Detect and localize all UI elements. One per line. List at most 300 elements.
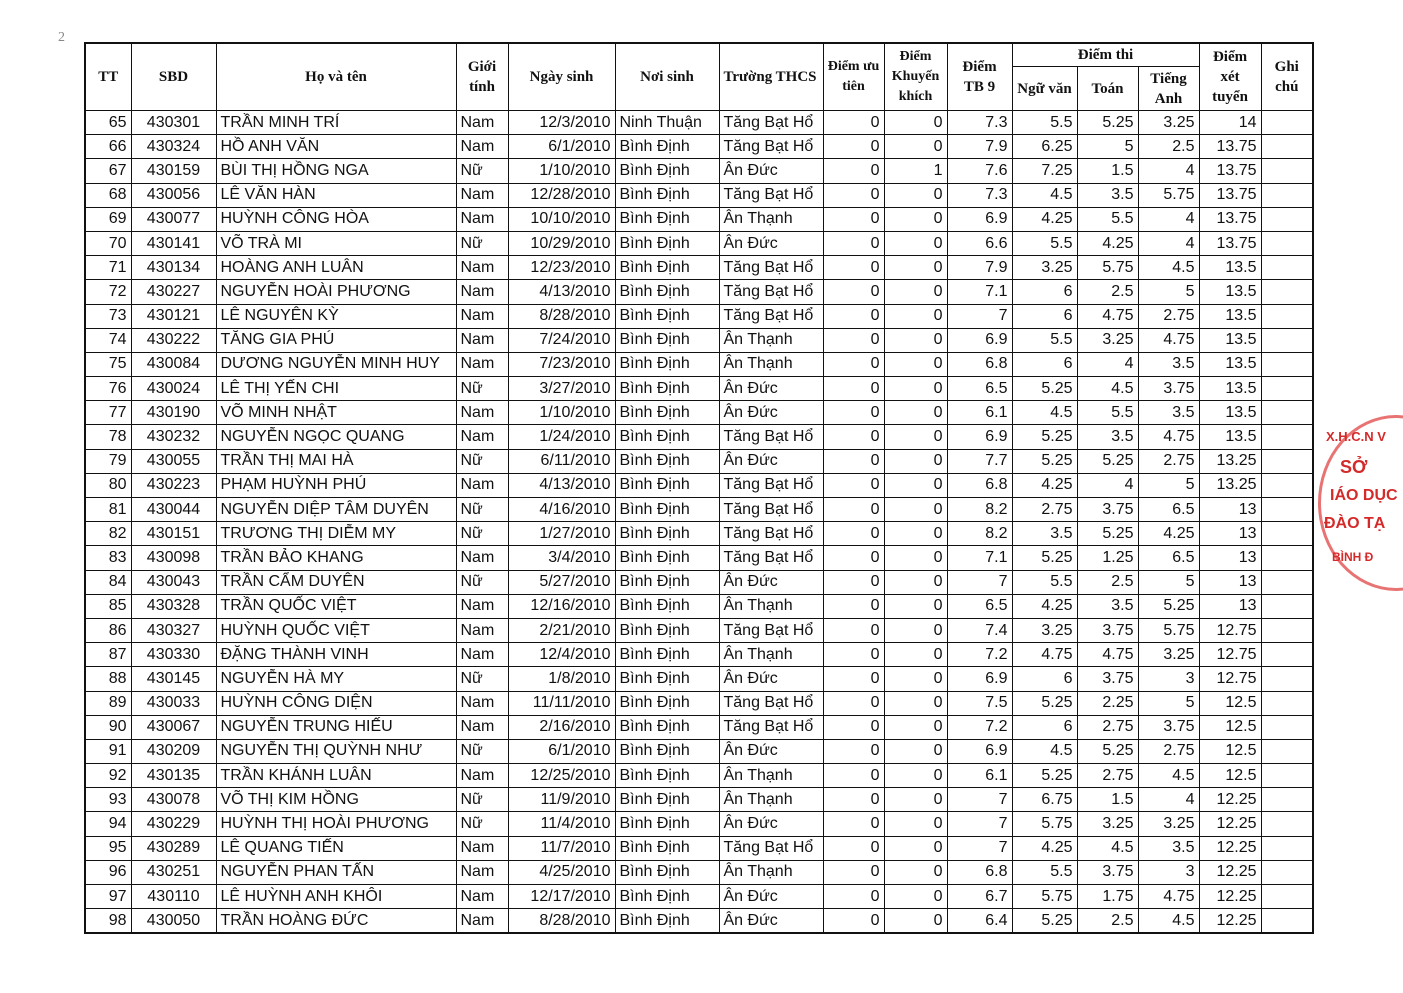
cell-dob: 1/24/2010 [508,425,615,449]
cell-avg: 6.8 [947,352,1012,376]
cell-english: 4.25 [1138,522,1199,546]
cell-avg: 7.3 [947,111,1012,135]
cell-total: 12.5 [1199,691,1261,715]
cell-note [1261,449,1313,473]
cell-sbd: 430084 [131,352,216,376]
cell-math: 4 [1077,352,1138,376]
cell-literature: 6.25 [1012,135,1077,159]
cell-sbd: 430227 [131,280,216,304]
cell-avg: 6.7 [947,885,1012,909]
cell-birthplace: Bình Định [615,909,719,934]
cell-bonus: 0 [884,691,947,715]
cell-english: 3.5 [1138,401,1199,425]
cell-name: VÕ THỊ KIM HỒNG [216,788,456,812]
table-row [85,377,1313,401]
cell-note [1261,207,1313,231]
cell-total: 12.75 [1199,667,1261,691]
cell-birthplace: Bình Định [615,715,719,739]
cell-dob: 4/13/2010 [508,280,615,304]
cell-sbd: 430135 [131,764,216,788]
table-row [85,111,1313,135]
cell-priority: 0 [823,352,884,376]
cell-bonus: 0 [884,401,947,425]
cell-name: LÊ HUỲNH ANH KHÔI [216,885,456,909]
cell-avg: 7.9 [947,256,1012,280]
cell-total: 13.5 [1199,280,1261,304]
cell-gender: Nam [456,691,508,715]
cell-gender: Nam [456,207,508,231]
cell-total: 12.25 [1199,885,1261,909]
cell-literature: 6 [1012,715,1077,739]
cell-literature: 4.25 [1012,473,1077,497]
cell-birthplace: Bình Định [615,352,719,376]
cell-note [1261,377,1313,401]
cell-gender: Nam [456,764,508,788]
cell-sbd: 430327 [131,618,216,642]
cell-total: 12.75 [1199,618,1261,642]
cell-note [1261,304,1313,328]
cell-note [1261,691,1313,715]
cell-name: TRẦN KHÁNH LUÂN [216,764,456,788]
cell-literature: 5.75 [1012,812,1077,836]
cell-name: PHẠM HUỲNH PHÚ [216,473,456,497]
cell-name: NGUYỄN NGỌC QUANG [216,425,456,449]
cell-note [1261,473,1313,497]
cell-school: Tăng Bạt Hổ [719,498,823,522]
cell-priority: 0 [823,111,884,135]
cell-tt: 89 [85,691,131,715]
cell-school: Tăng Bạt Hổ [719,618,823,642]
cell-english: 4 [1138,231,1199,255]
cell-tt: 88 [85,667,131,691]
cell-birthplace: Bình Định [615,280,719,304]
cell-name: LÊ VĂN HÀN [216,183,456,207]
cell-avg: 6.5 [947,377,1012,401]
cell-avg: 7.2 [947,715,1012,739]
cell-priority: 0 [823,594,884,618]
cell-math: 5.5 [1077,207,1138,231]
cell-total: 13 [1199,570,1261,594]
cell-name: NGUYỄN HOÀI PHƯƠNG [216,280,456,304]
cell-avg: 6.1 [947,401,1012,425]
cell-school: Tăng Bạt Hổ [719,522,823,546]
cell-bonus: 0 [884,909,947,934]
cell-avg: 7.1 [947,280,1012,304]
cell-note [1261,352,1313,376]
header-bonus: Điểm Khuyến khích [884,43,947,111]
cell-avg: 6.9 [947,207,1012,231]
header-math: Toán [1077,67,1138,111]
cell-school: Ân Thạnh [719,860,823,884]
cell-school: Ân Thạnh [719,594,823,618]
cell-math: 4 [1077,473,1138,497]
cell-total: 12.75 [1199,643,1261,667]
cell-dob: 1/10/2010 [508,401,615,425]
cell-sbd: 430044 [131,498,216,522]
cell-tt: 86 [85,618,131,642]
cell-priority: 0 [823,715,884,739]
cell-gender: Nam [456,909,508,934]
cell-tt: 66 [85,135,131,159]
cell-dob: 12/16/2010 [508,594,615,618]
table-row [85,159,1313,183]
cell-priority: 0 [823,280,884,304]
cell-bonus: 0 [884,667,947,691]
cell-sbd: 430289 [131,836,216,860]
cell-birthplace: Bình Định [615,473,719,497]
cell-sbd: 430098 [131,546,216,570]
cell-dob: 1/8/2010 [508,667,615,691]
cell-tt: 93 [85,788,131,812]
cell-dob: 12/4/2010 [508,643,615,667]
cell-tt: 95 [85,836,131,860]
cell-note [1261,280,1313,304]
cell-avg: 7.2 [947,643,1012,667]
cell-name: VÕ TRÀ MI [216,231,456,255]
cell-school: Tăng Bạt Hổ [719,304,823,328]
cell-name: TRẦN HOÀNG ĐỨC [216,909,456,934]
cell-tt: 79 [85,449,131,473]
cell-math: 3.75 [1077,618,1138,642]
cell-tt: 80 [85,473,131,497]
cell-sbd: 430121 [131,304,216,328]
cell-math: 1.75 [1077,885,1138,909]
cell-school: Ân Thạnh [719,207,823,231]
cell-name: DƯƠNG NGUYỄN MINH HUY [216,352,456,376]
cell-english: 3 [1138,860,1199,884]
cell-tt: 81 [85,498,131,522]
cell-note [1261,594,1313,618]
cell-literature: 5.25 [1012,764,1077,788]
cell-english: 6.5 [1138,498,1199,522]
table-row [85,546,1313,570]
cell-gender: Nữ [456,812,508,836]
cell-school: Ân Thạnh [719,328,823,352]
cell-note [1261,860,1313,884]
cell-literature: 5.75 [1012,885,1077,909]
cell-literature: 4.5 [1012,183,1077,207]
cell-priority: 0 [823,643,884,667]
cell-tt: 76 [85,377,131,401]
cell-literature: 4.5 [1012,401,1077,425]
cell-school: Ân Đức [719,159,823,183]
cell-sbd: 430141 [131,231,216,255]
cell-priority: 0 [823,618,884,642]
cell-math: 5.75 [1077,256,1138,280]
cell-birthplace: Bình Định [615,570,719,594]
cell-gender: Nam [456,836,508,860]
cell-tt: 83 [85,546,131,570]
cell-name: HỒ ANH VĂN [216,135,456,159]
cell-birthplace: Bình Định [615,594,719,618]
cell-sbd: 430110 [131,885,216,909]
cell-avg: 7.1 [947,546,1012,570]
cell-priority: 0 [823,885,884,909]
cell-note [1261,812,1313,836]
cell-gender: Nam [456,135,508,159]
cell-math: 2.5 [1077,280,1138,304]
cell-math: 2.5 [1077,909,1138,934]
cell-math: 5.25 [1077,111,1138,135]
cell-sbd: 430209 [131,739,216,763]
cell-english: 3.5 [1138,352,1199,376]
cell-birthplace: Bình Định [615,739,719,763]
cell-tt: 78 [85,425,131,449]
cell-bonus: 0 [884,352,947,376]
cell-priority: 0 [823,425,884,449]
cell-gender: Nữ [456,449,508,473]
cell-english: 3.75 [1138,377,1199,401]
table-row [85,183,1313,207]
cell-total: 12.5 [1199,715,1261,739]
cell-literature: 6 [1012,352,1077,376]
cell-math: 4.75 [1077,643,1138,667]
header-literature: Ngữ văn [1012,67,1077,111]
cell-sbd: 430050 [131,909,216,934]
cell-school: Ân Thạnh [719,352,823,376]
cell-bonus: 0 [884,498,947,522]
cell-note [1261,183,1313,207]
cell-literature: 5.5 [1012,111,1077,135]
cell-math: 1.25 [1077,546,1138,570]
cell-math: 3.25 [1077,812,1138,836]
cell-sbd: 430251 [131,860,216,884]
cell-sbd: 430222 [131,328,216,352]
cell-literature: 4.5 [1012,739,1077,763]
header-birthplace: Nơi sinh [615,43,719,111]
cell-sbd: 430190 [131,401,216,425]
cell-birthplace: Bình Định [615,812,719,836]
cell-total: 13.25 [1199,449,1261,473]
cell-note [1261,328,1313,352]
cell-literature: 3.25 [1012,256,1077,280]
cell-note [1261,667,1313,691]
stamp-line-5: BÌNH Đ [1332,550,1374,564]
cell-english: 2.5 [1138,135,1199,159]
cell-avg: 6.8 [947,860,1012,884]
cell-dob: 4/13/2010 [508,473,615,497]
cell-birthplace: Bình Định [615,328,719,352]
cell-priority: 0 [823,183,884,207]
cell-bonus: 0 [884,207,947,231]
cell-tt: 84 [85,570,131,594]
cell-birthplace: Bình Định [615,885,719,909]
cell-english: 3.25 [1138,643,1199,667]
cell-sbd: 430033 [131,691,216,715]
cell-literature: 5.5 [1012,231,1077,255]
table-header [85,43,1313,111]
cell-total: 13 [1199,522,1261,546]
cell-total: 12.5 [1199,739,1261,763]
cell-bonus: 0 [884,739,947,763]
cell-avg: 8.2 [947,522,1012,546]
header-exam-group: Điểm thi [1012,43,1199,67]
cell-sbd: 430229 [131,812,216,836]
cell-name: VÕ MINH NHẬT [216,401,456,425]
cell-avg: 7 [947,836,1012,860]
cell-gender: Nam [456,425,508,449]
cell-total: 12.25 [1199,788,1261,812]
cell-english: 5.75 [1138,183,1199,207]
table-row [85,909,1313,934]
cell-priority: 0 [823,691,884,715]
cell-birthplace: Bình Định [615,691,719,715]
cell-note [1261,522,1313,546]
cell-note [1261,425,1313,449]
cell-bonus: 0 [884,764,947,788]
cell-dob: 12/28/2010 [508,183,615,207]
header-note: Ghi chú [1261,43,1313,111]
cell-dob: 3/4/2010 [508,546,615,570]
table-row [85,207,1313,231]
cell-school: Tăng Bạt Hổ [719,691,823,715]
table-row [85,498,1313,522]
cell-tt: 77 [85,401,131,425]
cell-total: 13.5 [1199,425,1261,449]
cell-total: 13.75 [1199,207,1261,231]
cell-priority: 0 [823,836,884,860]
cell-gender: Nữ [456,522,508,546]
cell-gender: Nữ [456,667,508,691]
cell-english: 3 [1138,667,1199,691]
cell-bonus: 0 [884,522,947,546]
cell-bonus: 0 [884,715,947,739]
cell-math: 2.75 [1077,715,1138,739]
cell-school: Ân Đức [719,667,823,691]
cell-name: ĐẶNG THÀNH VINH [216,643,456,667]
table-row [85,764,1313,788]
cell-note [1261,256,1313,280]
cell-dob: 4/25/2010 [508,860,615,884]
cell-avg: 6.9 [947,425,1012,449]
cell-avg: 7.3 [947,183,1012,207]
cell-math: 5.5 [1077,401,1138,425]
cell-school: Ân Đức [719,377,823,401]
cell-bonus: 0 [884,594,947,618]
cell-dob: 11/11/2010 [508,691,615,715]
cell-name: NGUYỄN DIỆP TÂM DUYÊN [216,498,456,522]
cell-total: 14 [1199,111,1261,135]
header-avg: Điểm TB 9 [947,43,1012,111]
cell-english: 4 [1138,207,1199,231]
cell-total: 13.5 [1199,401,1261,425]
cell-sbd: 430232 [131,425,216,449]
cell-math: 5.25 [1077,739,1138,763]
cell-school: Ân Đức [719,909,823,934]
cell-dob: 8/28/2010 [508,304,615,328]
cell-priority: 0 [823,667,884,691]
cell-school: Ân Đức [719,812,823,836]
cell-bonus: 0 [884,788,947,812]
cell-total: 13.5 [1199,352,1261,376]
cell-english: 5 [1138,691,1199,715]
cell-bonus: 0 [884,618,947,642]
table-row [85,812,1313,836]
table-row [85,231,1313,255]
header-school: Trường THCS [719,43,823,111]
cell-total: 12.25 [1199,812,1261,836]
cell-total: 12.25 [1199,909,1261,934]
cell-birthplace: Bình Định [615,498,719,522]
cell-avg: 6.9 [947,739,1012,763]
cell-english: 4.5 [1138,909,1199,934]
cell-priority: 0 [823,256,884,280]
cell-bonus: 0 [884,860,947,884]
cell-priority: 0 [823,522,884,546]
cell-gender: Nam [456,860,508,884]
cell-literature: 4.25 [1012,594,1077,618]
cell-bonus: 0 [884,256,947,280]
table-row [85,425,1313,449]
cell-note [1261,909,1313,934]
cell-name: NGUYỄN HÀ MY [216,667,456,691]
cell-math: 3.5 [1077,594,1138,618]
cell-name: HUỲNH CÔNG HÒA [216,207,456,231]
cell-birthplace: Bình Định [615,183,719,207]
cell-avg: 7.4 [947,618,1012,642]
cell-note [1261,231,1313,255]
cell-tt: 82 [85,522,131,546]
cell-avg: 6.6 [947,231,1012,255]
cell-literature: 2.75 [1012,498,1077,522]
cell-note [1261,135,1313,159]
table-row [85,401,1313,425]
cell-bonus: 0 [884,643,947,667]
cell-bonus: 0 [884,570,947,594]
cell-avg: 6.9 [947,328,1012,352]
cell-priority: 0 [823,207,884,231]
cell-avg: 7.5 [947,691,1012,715]
cell-total: 13 [1199,546,1261,570]
cell-english: 5.25 [1138,594,1199,618]
cell-math: 3.75 [1077,860,1138,884]
cell-gender: Nam [456,328,508,352]
cell-tt: 96 [85,860,131,884]
cell-name: TRƯƠNG THỊ DIỄM MY [216,522,456,546]
cell-dob: 10/10/2010 [508,207,615,231]
cell-birthplace: Bình Định [615,425,719,449]
cell-bonus: 0 [884,111,947,135]
cell-tt: 97 [85,885,131,909]
cell-avg: 7.6 [947,159,1012,183]
cell-priority: 0 [823,812,884,836]
cell-total: 13.5 [1199,377,1261,401]
cell-tt: 73 [85,304,131,328]
table-row [85,643,1313,667]
cell-gender: Nam [456,473,508,497]
cell-school: Tăng Bạt Hổ [719,256,823,280]
cell-bonus: 0 [884,183,947,207]
cell-tt: 72 [85,280,131,304]
cell-birthplace: Bình Định [615,618,719,642]
cell-sbd: 430328 [131,594,216,618]
cell-name: TĂNG GIA PHÚ [216,328,456,352]
cell-tt: 67 [85,159,131,183]
cell-sbd: 430078 [131,788,216,812]
cell-name: HUỲNH CÔNG DIỆN [216,691,456,715]
cell-note [1261,159,1313,183]
cell-school: Tăng Bạt Hổ [719,111,823,135]
table-row [85,691,1313,715]
cell-avg: 6.1 [947,764,1012,788]
cell-bonus: 0 [884,836,947,860]
cell-name: TRẦN THỊ MAI HÀ [216,449,456,473]
cell-note [1261,643,1313,667]
cell-name: HOÀNG ANH LUÂN [216,256,456,280]
cell-dob: 6/11/2010 [508,449,615,473]
cell-bonus: 0 [884,425,947,449]
cell-school: Ân Đức [719,739,823,763]
